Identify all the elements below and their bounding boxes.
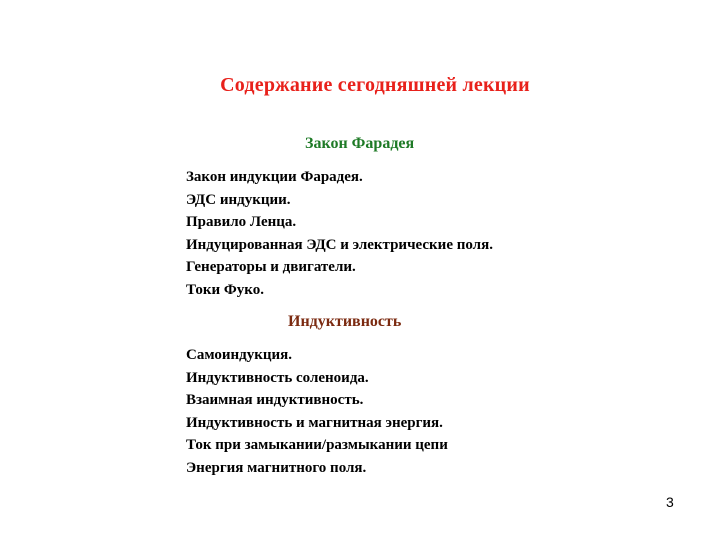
list-item: Индуктивность и магнитная энергия. xyxy=(186,414,443,431)
list-item: Генераторы и двигатели. xyxy=(186,259,356,275)
list-item: Закон индукции Фарадея. xyxy=(186,169,363,185)
list-item: ЭДС индукции. xyxy=(186,191,291,208)
faraday-topics-list xyxy=(186,166,493,301)
list-item: Самоиндукция. xyxy=(186,347,293,363)
list-item: Индуцированная ЭДС и электрические поля. xyxy=(186,236,493,253)
page-number: 3 xyxy=(666,494,674,510)
section-heading-inductance: Индуктивность xyxy=(288,313,402,330)
inductance-topics-list xyxy=(186,344,448,479)
section-heading-faraday-law: Закон Фарадея xyxy=(305,135,415,152)
list-item: Энергия магнитного поля. xyxy=(186,459,367,476)
list-item: Токи Фуко. xyxy=(186,281,264,298)
list-item: Индуктивность соленоида. xyxy=(186,369,369,386)
list-item: Взаимная индуктивность. xyxy=(186,392,364,408)
slide-title: Содержание сегодняшней лекции xyxy=(220,74,530,96)
list-item: Правило Ленца. xyxy=(186,214,297,230)
list-item: Ток при замыкании/размыкании цепи xyxy=(186,437,448,453)
